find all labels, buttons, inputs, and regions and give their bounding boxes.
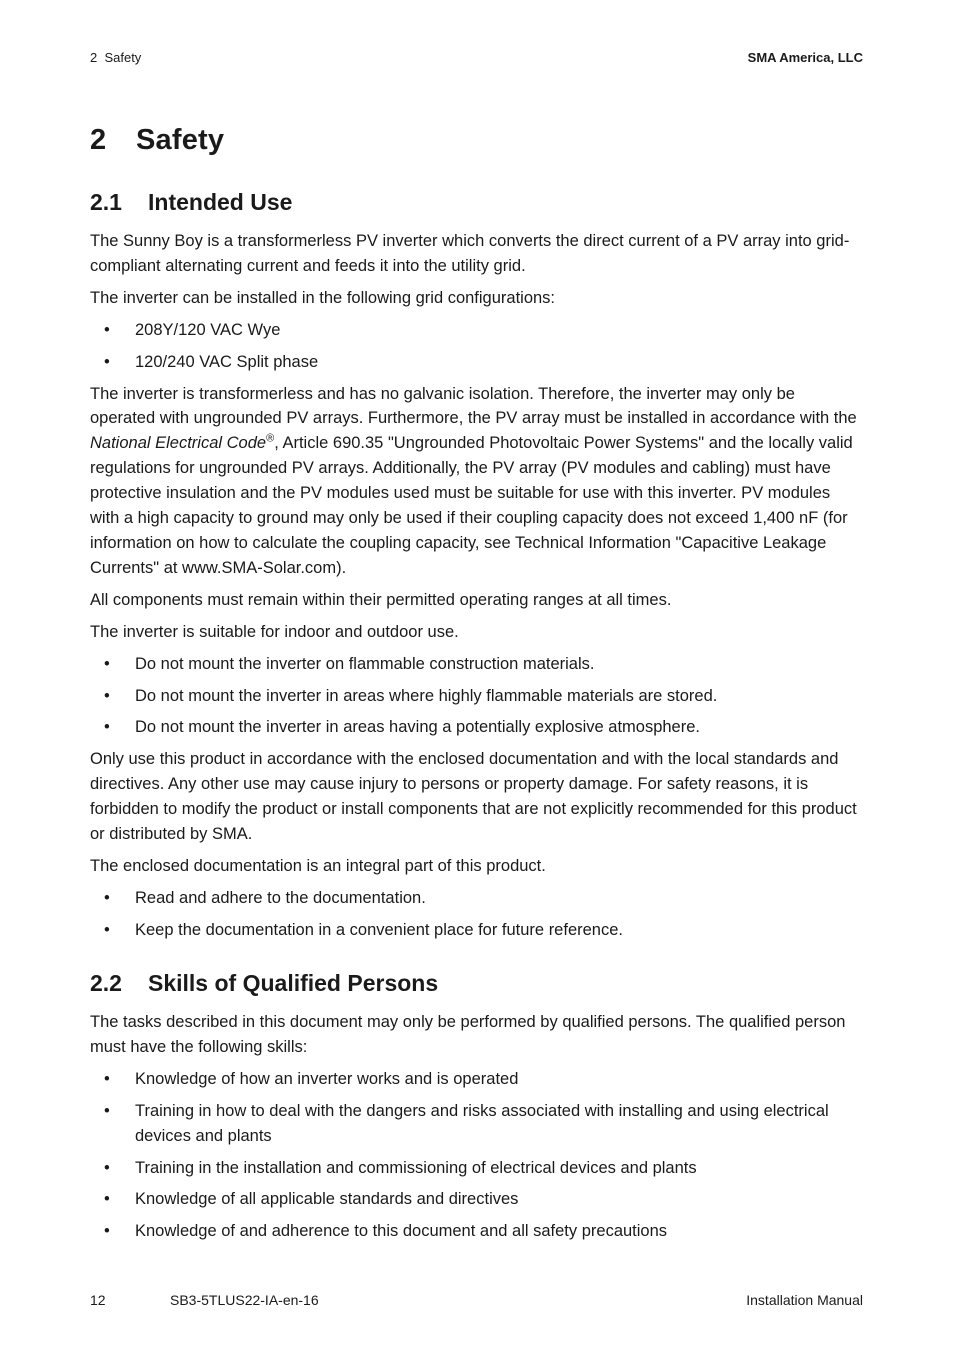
section-body-intended-use xyxy=(90,229,863,950)
list-item xyxy=(90,1067,863,1092)
section-body-qualified-persons xyxy=(90,1010,863,1251)
list-item-text: Read and adhere to the documentation. xyxy=(135,888,426,907)
bullet: • xyxy=(104,1101,110,1120)
section-number: 2.1 xyxy=(90,189,122,215)
list-item-text: Do not mount the inverter in areas where highly flammable materials are stored. xyxy=(135,686,718,705)
list-item-text: 208Y/120 VAC Wye xyxy=(135,320,281,339)
list-item-text: Knowledge of how an inverter works and is operated xyxy=(135,1069,519,1088)
documentation-list xyxy=(90,886,863,943)
chapter-title: Safety xyxy=(136,124,225,156)
list-item xyxy=(90,1099,863,1149)
list-item-text: Keep the documentation in a convenient place for future reference. xyxy=(135,920,623,939)
document-page xyxy=(90,0,863,1352)
list-item xyxy=(90,1156,863,1181)
list-item xyxy=(90,652,863,677)
bullet: • xyxy=(104,352,110,371)
bullet: • xyxy=(104,1069,110,1088)
paragraph: The enclosed documentation is an integral part of this product. xyxy=(90,856,546,875)
section-heading-intended-use xyxy=(90,189,292,216)
list-item-text: Knowledge of all applicable standards and directives xyxy=(135,1190,519,1209)
list-item xyxy=(90,1187,863,1212)
list-item xyxy=(90,684,863,709)
bullet: • xyxy=(104,320,110,339)
list-item xyxy=(90,1219,863,1244)
bullet: • xyxy=(104,718,110,737)
list-item xyxy=(90,918,863,943)
chapter-heading xyxy=(90,124,224,157)
section-number: 2.2 xyxy=(90,970,122,996)
header-chapter: 2 Safety xyxy=(90,50,142,65)
list-item-text: Do not mount the inverter on flammable construction materials. xyxy=(135,654,595,673)
paragraph: The inverter can be installed in the following grid configurations: xyxy=(90,288,556,307)
paragraph-text: , Article 690.35 "Ungrounded Photovoltaic Power Systems" and the locally valid regulations for ungrounded PV arrays. Additionally, the PV array (PV modules and cabling) must have protective insulation and the PV modules used must be suitable for use with this inverter. PV modules with a high capacity to ground may only be used if their coupling capacity does not exceed 1,400 nF (for information on how to calculate the coupling capacity, see Technical Information "Capacitive Leakage Currents" at www.SMA-Solar.com). xyxy=(90,434,853,577)
document-type: Installation Manual xyxy=(746,1292,863,1308)
document-id: SB3-5TLUS22-IA-en-16 xyxy=(170,1292,319,1308)
bullet: • xyxy=(104,686,110,705)
list-item-text: 120/240 VAC Split phase xyxy=(135,352,319,371)
paragraph-text: The inverter is transformerless and has no galvanic isolation. Therefore, the inverter may only be operated with ungrounded PV arrays. Furthermore, the PV array must be installed in accordance with the xyxy=(90,384,857,428)
list-item xyxy=(90,318,863,343)
section-title: Skills of Qualified Persons xyxy=(148,970,439,996)
header-company: SMA America, LLC xyxy=(747,50,863,65)
paragraph: The tasks described in this document may only be performed by qualified persons. The qualified person must have the following skills: xyxy=(90,1013,846,1056)
paragraph: Only use this product in accordance with the enclosed documentation and with the local standards and directives. Any other use may cause injury to persons or property damage. For safety reasons, it is forbidden to modify the product or install components that are not explicitly recommended for this product or distributed by SMA. xyxy=(90,750,857,844)
paragraph: The inverter is suitable for indoor and outdoor use. xyxy=(90,622,459,641)
list-item-text: Training in the installation and commissioning of electrical devices and plants xyxy=(135,1158,697,1177)
list-item-text: Do not mount the inverter in areas having a potentially explosive atmosphere. xyxy=(135,718,700,737)
section-title: Intended Use xyxy=(148,189,293,215)
bullet: • xyxy=(104,1222,110,1241)
chapter-number: 2 xyxy=(90,124,107,156)
paragraph: The Sunny Boy is a transformerless PV inverter which converts the direct current of a PV array into grid-compliant alternating current and feeds it into the utility grid. xyxy=(90,232,850,275)
bullet: • xyxy=(104,888,110,907)
list-item-text: Training in how to deal with the dangers and risks associated with installing and using electrical devices and plants xyxy=(135,1101,829,1145)
bullet: • xyxy=(104,654,110,673)
list-item xyxy=(90,715,863,740)
registered-mark: ® xyxy=(266,432,275,445)
mounting-list xyxy=(90,652,863,741)
section-heading-qualified-persons xyxy=(90,970,438,997)
paragraph xyxy=(90,382,863,581)
list-item xyxy=(90,886,863,911)
bullet: • xyxy=(104,920,110,939)
skills-list xyxy=(90,1067,863,1244)
list-item-text: Knowledge of and adherence to this document and all safety precautions xyxy=(135,1222,668,1241)
nec-reference: National Electrical Code xyxy=(90,434,267,453)
running-header xyxy=(90,50,863,65)
bullet: • xyxy=(104,1190,110,1209)
list-item xyxy=(90,350,863,375)
bullet: • xyxy=(104,1158,110,1177)
grid-config-list xyxy=(90,318,863,375)
paragraph: All components must remain within their permitted operating ranges at all times. xyxy=(90,590,672,609)
page-number: 12 xyxy=(90,1292,106,1308)
